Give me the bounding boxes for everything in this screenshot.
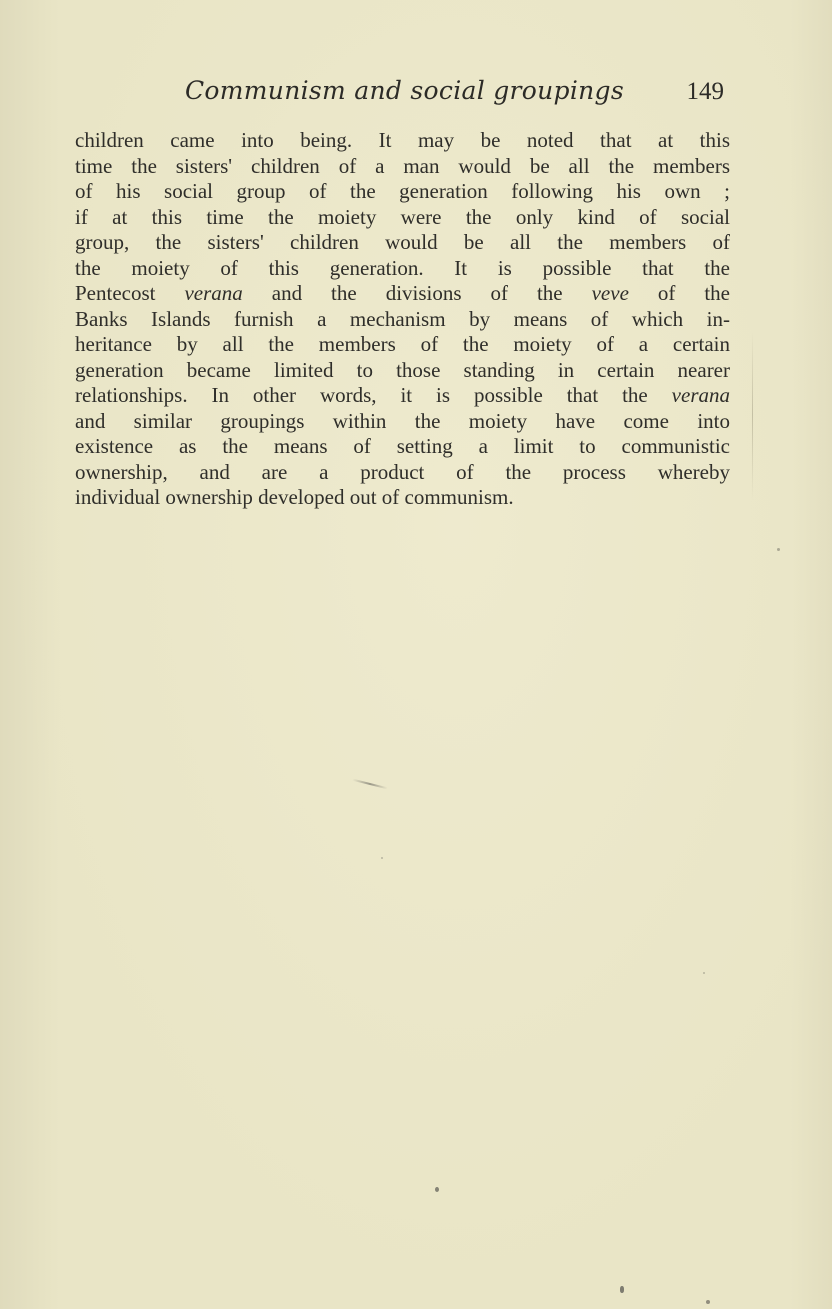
page-number: 149 xyxy=(686,78,724,105)
paper-speck xyxy=(620,1286,624,1293)
paper-speck xyxy=(777,548,780,551)
text-line: individual ownership developed out of communism. xyxy=(75,485,514,509)
paper-speck xyxy=(381,857,383,859)
running-head xyxy=(185,76,730,112)
text-line: children came into being. It may be noted that at this xyxy=(75,128,730,152)
text-line: generation became limited to those standing in certain nearer xyxy=(75,357,730,382)
italic-term: verana xyxy=(671,383,730,407)
paper-scratch xyxy=(352,779,387,790)
text-line: and similar groupings within the moiety have come into xyxy=(75,408,730,433)
text-line: heritance by all the members of the moiety of a certain xyxy=(75,332,730,356)
text-line: Banks Islands furnish a mechanism by means of which in- xyxy=(75,306,730,331)
text-line: Pentecost verana and the divisions of the veve of the xyxy=(75,281,730,305)
italic-term: veve xyxy=(591,281,629,305)
text-line: ownership, and are a product of the process whereby xyxy=(75,459,730,484)
body-paragraph xyxy=(75,128,730,511)
paper-speck xyxy=(703,972,705,974)
paper-speck xyxy=(706,1300,710,1304)
chapter-title: Communism and social groupings xyxy=(185,76,624,105)
paper-speck xyxy=(435,1187,439,1192)
text-line: group, the sisters' children would be all the members of xyxy=(75,230,730,254)
text-line: relationships. In other words, it is possible that the verana xyxy=(75,383,730,407)
italic-term: verana xyxy=(184,281,243,305)
text-line: of his social group of the generation following his own ; xyxy=(75,179,730,203)
text-line: if at this time the moiety were the only kind of social xyxy=(75,204,730,229)
page-edge-shadow xyxy=(752,330,753,500)
text-line: existence as the means of setting a limit to communistic xyxy=(75,434,730,458)
text-line: the moiety of this generation. It is possible that the xyxy=(75,255,730,280)
text-line: time the sisters' children of a man would be all the members xyxy=(75,153,730,178)
